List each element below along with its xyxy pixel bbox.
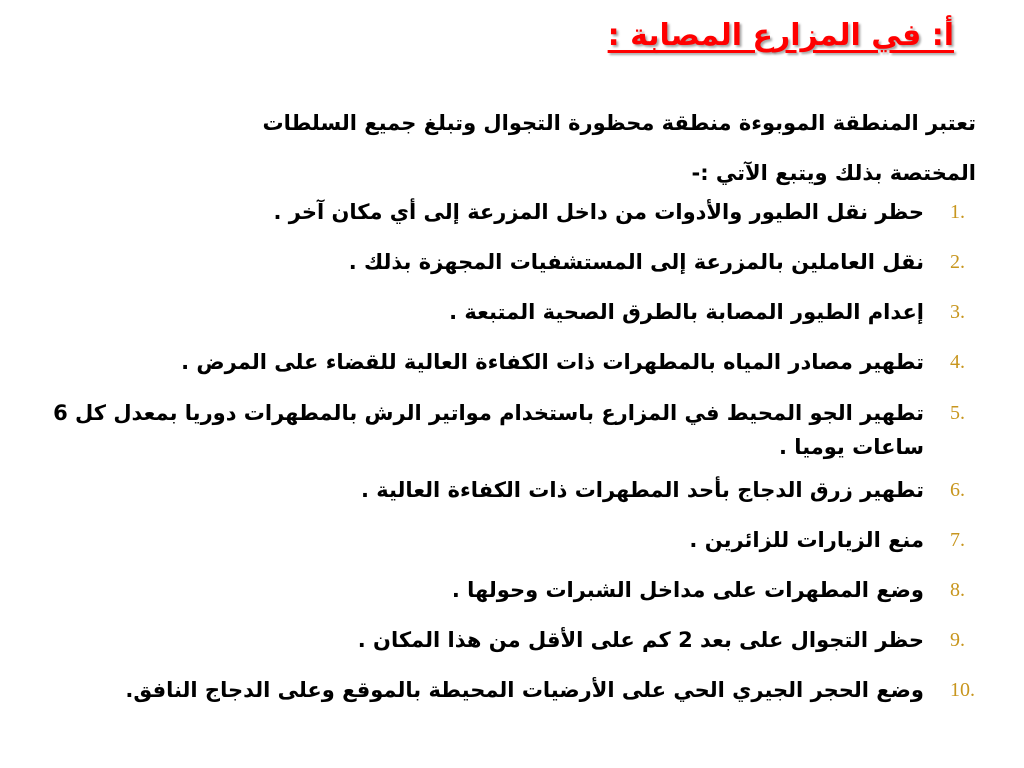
list-item-number: 7. [950, 529, 965, 551]
list-item [34, 296, 984, 328]
list-item-number: 3. [950, 301, 965, 323]
list-item-number: 10. [950, 679, 975, 701]
list-item [34, 246, 984, 278]
list-item-text: إعدام الطيور المصابة بالطرق الصحية المتبعة . [449, 300, 924, 324]
list-item-number: 9. [950, 629, 965, 651]
list-item [34, 474, 984, 506]
list-item-text: تطهير زرق الدجاج بأحد المطهرات ذات الكفاءة العالية . [360, 478, 924, 502]
list-item [34, 574, 984, 606]
list-item-number: 2. [950, 251, 965, 273]
list-item-number: 4. [950, 351, 965, 373]
intro-line-1: تعتبر المنطقة الموبوءة منطقة محظورة التجوال وتبلغ جميع السلطات [262, 111, 976, 135]
intro-line-2: المختصة بذلك ويتبع الآتي :- [691, 161, 976, 185]
list-item-number: 5. [950, 402, 965, 424]
list-item-number: 8. [950, 579, 965, 601]
list-item-text: وضع المطهرات على مداخل الشبرات وحولها . [451, 578, 924, 602]
list-item [34, 674, 984, 706]
list-item-text: وضع الحجر الجيري الحي على الأرضيات المحيطة بالموقع وعلى الدجاج النافق. [125, 678, 924, 702]
slide-title: أ: في المزارع المصابة : [607, 18, 954, 53]
list-item-number: 6. [950, 479, 965, 501]
list-item-number: 1. [950, 201, 965, 223]
list-item [34, 624, 984, 656]
list-item-text: نقل العاملين بالمزرعة إلى المستشفيات المجهزة بذلك . [348, 250, 924, 274]
list-item-text: منع الزيارات للزائرين . [689, 528, 924, 552]
list-item [34, 196, 984, 228]
list-item [34, 346, 984, 378]
list-item [34, 524, 984, 556]
list-item-text: حظر نقل الطيور والأدوات من داخل المزرعة إلى أي مكان آخر . [273, 200, 924, 224]
list-item-text: تطهير الجو المحيط في المزارع باستخدام مواتير الرش بالمطهرات دوريا بمعدل كل 6 ساعات يوميا . [53, 401, 924, 459]
list-item-text: تطهير مصادر المياه بالمطهرات ذات الكفاءة العالية للقضاء على المرض . [181, 350, 924, 374]
numbered-list [34, 196, 984, 724]
list-item [34, 396, 984, 464]
list-item-text: حظر التجوال على بعد 2 كم على الأقل من هذا المكان . [357, 628, 924, 652]
intro-paragraph [46, 98, 976, 198]
